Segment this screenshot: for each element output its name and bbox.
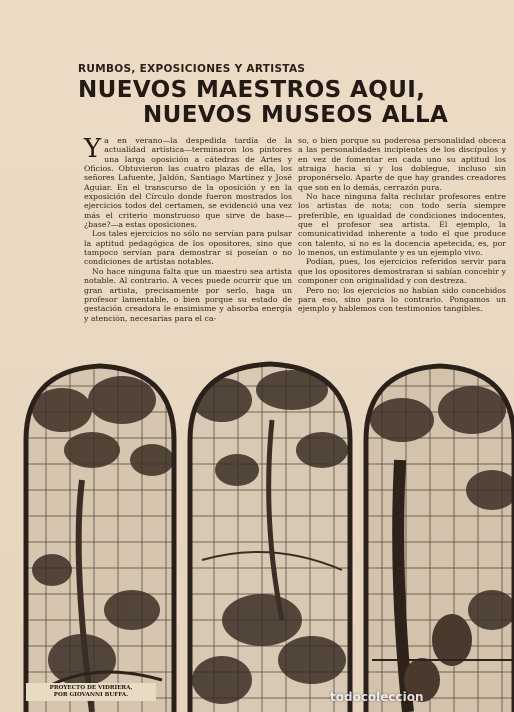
drop-cap: Y [84, 134, 102, 164]
paragraph: Pero no; los ejercicios no habían sido concebidos para eso, sino para lo contrario. Pongamos un ejemplo y hablemos con testimonios tangibles. [298, 285, 506, 314]
section-kicker: RUMBOS, EXPOSICIONES Y ARTISTAS [78, 63, 306, 75]
window-left [22, 360, 182, 712]
paragraph: so, o bien porque su poderosa personalidad obceca a las personalidades incipientes de los discípulos y en vez de fomentar en cada uno su aptitud los atraiga hacia sí y los doblegue, incluso sin proponérselo. Aparte de que hay grandes creadores que son en lo demás, cerrazón pura. [298, 136, 506, 192]
paragraph: Ya en verano—la despedida tardía de la actualidad artística—terminaron los pintores una larga oposición a cátedras de Artes y Oficios. Obtuvieron las cuatro plazas de ella, los señores Lafuente, Jaldón, Santiago Martínez y José Aguiar. En el transcurso de la oposición y en la exposición del Círculo donde fueron mostrados los ejercicios todos del certamen, se evidenció una vez más el criterio monstruoso que sirve de base—¿base?—a estas oposiciones. [84, 134, 292, 230]
paragraph: No hace ninguna falta que un maestro sea artista notable. Al contrario. A veces puede ocurrir que un gran artista, precisamente por serlo, haga un profesor lamentable, o bien porque su estado de gestación creadora le ensimisme y absorba energía y atención, necesarias para el ca- [84, 266, 292, 323]
text-column-2 [298, 136, 506, 314]
paragraph: Los tales ejercicios no sólo no servían para pulsar la aptitud pedagógica de los opositores, sino que tampoco servían para demostrar si poseían o no condiciones de artistas notables. [84, 229, 292, 267]
illustration-caption: PROYECTO DE VIDRIERA, POR GIOVANNI BUFFA. [26, 683, 156, 701]
stained-glass-illustration [22, 360, 514, 712]
headline-line-2: NUEVOS MUSEOS ALLA [143, 102, 449, 128]
article-headline [78, 78, 498, 128]
window-center [182, 360, 362, 712]
watermark-text: todocoleccion [330, 690, 424, 704]
headline-line-1: NUEVOS MAESTROS AQUI, [78, 77, 426, 103]
text-column-1 [84, 136, 292, 323]
paragraph: Podían, pues, los ejercicios referidos servir para que los opositores demostraran si sabían concebir y componer con originalidad y con destreza. [298, 257, 506, 286]
paragraph: No hace ninguna falta reclutar profesores entre los artistas de nota; con todo sería siempre preferible, en igualdad de condiciones indocentes, que el profesor sea artista. El ejemplo, la comunicatividad inherente a todo el que produce con talento, si no es la docencia apetecida, es, por lo menos, un estimulante y es un ejemplo vivo. [298, 192, 506, 258]
window-right [362, 360, 514, 712]
